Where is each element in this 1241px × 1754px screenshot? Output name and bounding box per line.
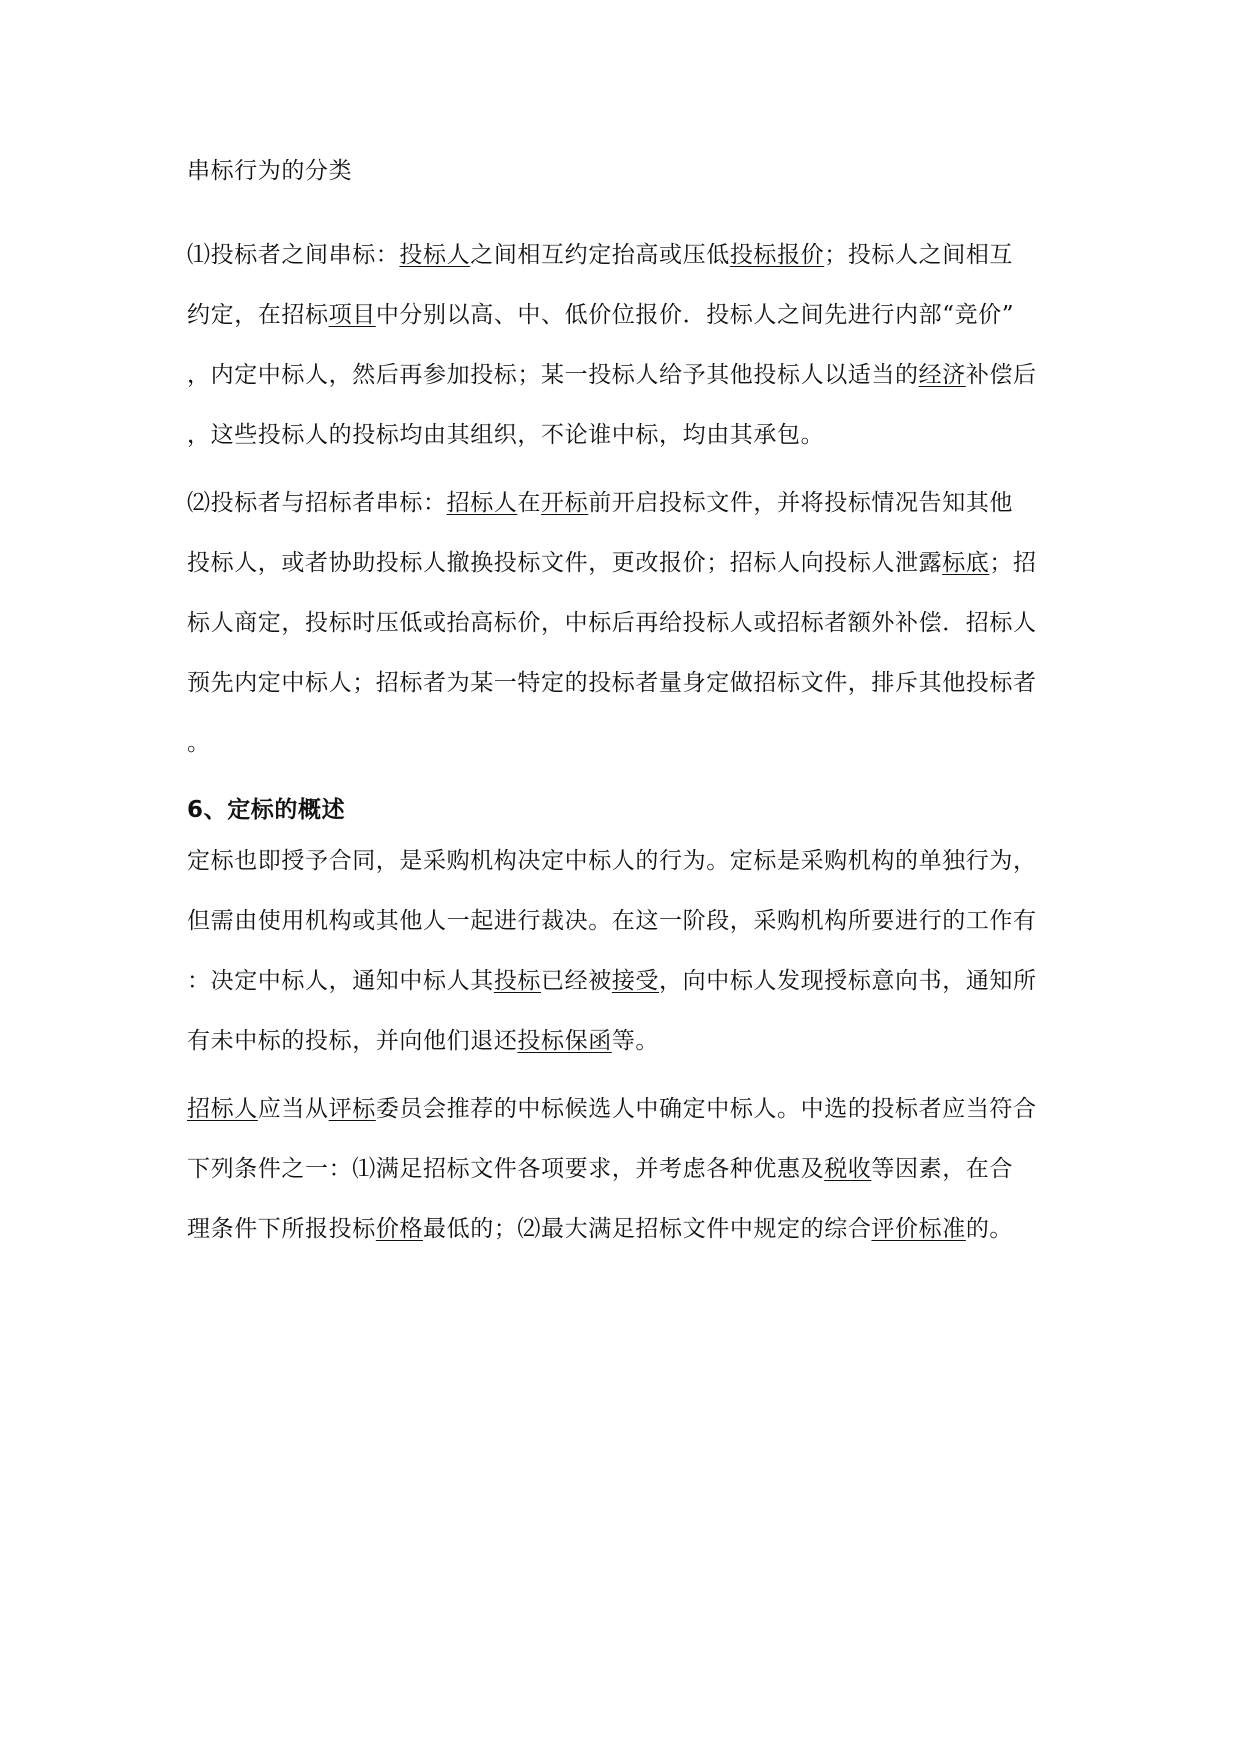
text-line <box>187 225 1077 285</box>
text-run: 预先内定中标人；招标者为某一特定的投标者量身定做招标文件，排斥其他投标者 <box>187 670 1037 696</box>
text-run: 定标也即授予合同，是采购机构决定中标人的行为。定标是采购机构的单独行为， <box>187 848 1037 874</box>
term-link[interactable]: 接受 <box>611 968 660 994</box>
text-line <box>187 345 1077 405</box>
section-heading: 6、定标的概述 <box>187 797 346 823</box>
text-run: 。 <box>187 730 211 756</box>
text-run: ，这些投标人的投标均由其组织，不论谁中标，均由其承包。 <box>187 422 825 448</box>
text-line <box>187 285 1077 345</box>
text-run: 在 <box>517 490 542 516</box>
text-line <box>187 891 1077 951</box>
text-run: 委员会推荐的中标候选人中确定中标人。中选的投标者应当符合 <box>375 1096 1037 1122</box>
text-run: 中分别以高、中、低价位报价．投标人之间先进行内部“竞价” <box>375 302 1015 328</box>
text-line <box>187 1079 1077 1139</box>
text-run: 投标人，或者协助投标人撤换投标文件，更改报价；招标人向投标人泄露 <box>187 550 943 576</box>
term-link[interactable]: 投标 <box>493 968 542 994</box>
term-link[interactable]: 开标 <box>541 490 589 516</box>
text-run: 等因素，在合 <box>871 1156 1014 1182</box>
text-line <box>187 405 1077 465</box>
text-line <box>187 1199 1077 1259</box>
text-line <box>187 713 1077 773</box>
text-line <box>187 533 1077 593</box>
text-line <box>187 1011 1077 1071</box>
text-run: 之间相互约定抬高或压低 <box>470 242 730 268</box>
text-run: 下列条件之一：⑴满足招标文件各项要求，并考虑各种优惠及 <box>187 1156 825 1182</box>
text-run: 前开启投标文件，并将投标情况告知其他 <box>588 490 1014 516</box>
text-run: 最低的；⑵最大满足招标文件中规定的综合 <box>423 1216 872 1242</box>
text-run: 补偿后 <box>965 362 1037 388</box>
text-run: 但需由使用机构或其他人一起进行裁决。在这一阶段，采购机构所要进行的工作有 <box>187 908 1037 934</box>
text-run: 理条件下所报投标 <box>187 1216 376 1242</box>
text-line <box>187 473 1077 533</box>
term-link[interactable]: 招标人 <box>187 1096 258 1122</box>
term-link[interactable]: 税收 <box>824 1156 872 1182</box>
text-run: ⑵投标者与招标者串标： <box>187 490 447 516</box>
paragraph-award-overview <box>187 831 1077 1071</box>
text-run: 有未中标的投标，并向他们退还 <box>187 1028 518 1054</box>
text-run: ⑴投标者之间串标： <box>187 242 400 268</box>
text-run: 等。 <box>611 1028 660 1054</box>
term-link[interactable]: 价格 <box>375 1216 424 1242</box>
text-run: ，向中标人发现授标意向书，通知所 <box>659 968 1037 994</box>
text-run: 应当从 <box>257 1096 329 1122</box>
text-line <box>187 1139 1077 1199</box>
text-run: ；招 <box>989 550 1037 576</box>
term-link[interactable]: 投标报价 <box>729 242 825 268</box>
term-link[interactable]: 标底 <box>942 550 990 576</box>
paragraph-collusion-bidder-tenderer <box>187 473 1077 773</box>
term-link[interactable]: 经济 <box>918 362 966 388</box>
term-link[interactable]: 招标人 <box>446 490 518 516</box>
paragraph-award-conditions <box>187 1079 1077 1259</box>
text-line <box>187 593 1077 653</box>
text-run: ：决定中标人，通知中标人其 <box>187 968 494 994</box>
section-title: 串标行为的分类 <box>187 158 353 184</box>
paragraph-collusion-between-bidders <box>187 225 1077 465</box>
text-line <box>187 653 1077 713</box>
section-title-block <box>187 141 1077 201</box>
term-link[interactable]: 评标 <box>328 1096 376 1122</box>
text-run: ；投标人之间相互 <box>824 242 1014 268</box>
text-run: 的。 <box>965 1216 1014 1242</box>
term-link[interactable]: 投标保函 <box>517 1028 612 1054</box>
text-run: 已经被 <box>541 968 612 994</box>
term-link[interactable]: 项目 <box>328 302 376 328</box>
term-link[interactable]: 评价标准 <box>871 1216 966 1242</box>
text-run: 约定，在招标 <box>187 302 329 328</box>
text-run: 标人商定，投标时压低或抬高标价，中标后再给投标人或招标者额外补偿．招标人 <box>187 610 1037 636</box>
text-line <box>187 951 1077 1011</box>
text-run: ，内定中标人，然后再参加投标；某一投标人给予其他投标人以适当的 <box>187 362 919 388</box>
term-link[interactable]: 投标人 <box>399 242 471 268</box>
text-line <box>187 831 1077 891</box>
